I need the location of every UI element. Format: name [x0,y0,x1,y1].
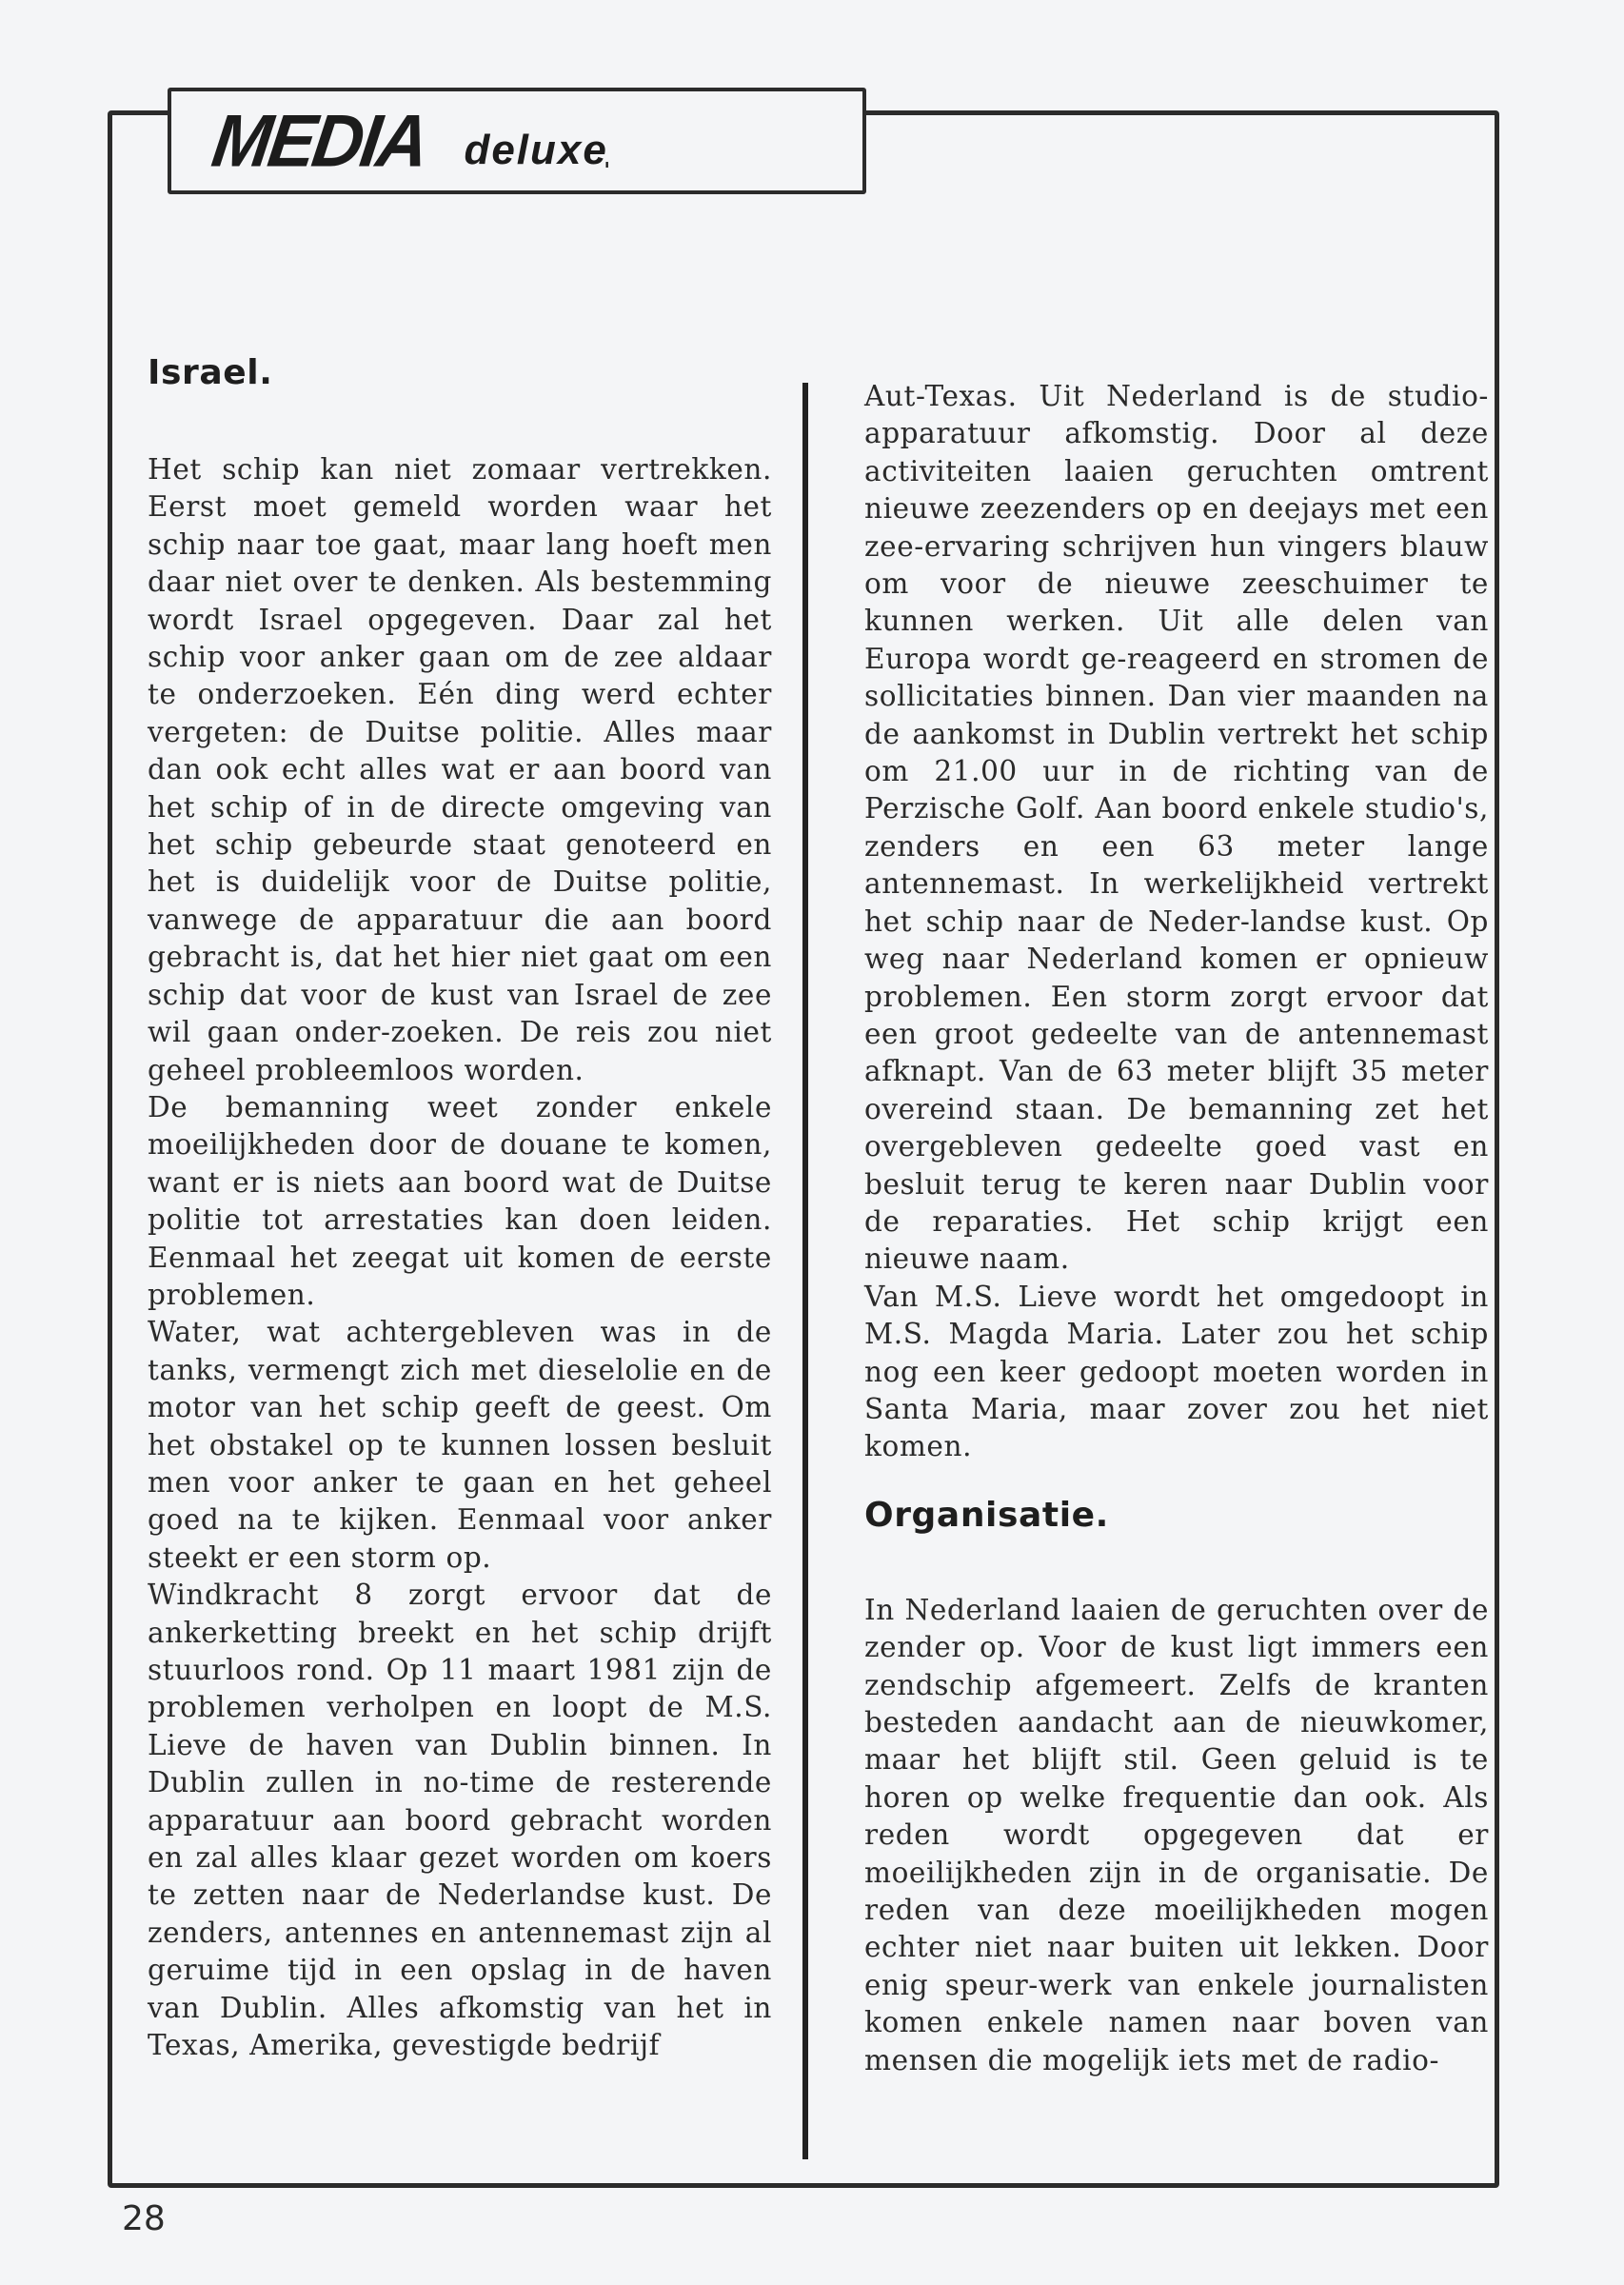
magazine-logo [168,88,866,194]
page-number: 28 [122,2199,166,2238]
paragraph: De bemanning weet zonder enkele moeilijkheden door de douane te komen, want er is niets aan boord wat de Duitse politie tot arrestaties kan doen leiden. Eenmaal het zeegat uit komen de eerste problemen. [148,1090,772,1311]
paragraph: Aut-Texas. Uit Nederland is de studio-apparatuur afkomstig. Door al deze activiteiten laaien geruchten omtrent nieuwe zeezenders op en deejays met een zee-ervaring schrijven hun vingers blauw om voor de nieuwe zeeschuimer te kunnen werken. Uit alle delen van Europa wordt ge-reageerd en stromen de sollicitaties binnen. Dan vier maanden na de aankomst in Dublin vertrekt het schip om 21.00 uur in de richting van de Perzische Golf. Aan boord enkele studio's, zenders en een 63 meter lange antennemast. In werkelijkheid vertrekt het schip naar de Neder-landse kust. Op weg naar Nederland komen er opnieuw problemen. Een storm zorgt ervoor dat een groot gedeelte van de antennemast afknapt. Van de 63 meter blijft 35 meter overeind staan. De bemanning zet het overgebleven gedeelte goed vast en besluit terug te keren naar Dublin voor de reparaties. Het schip krijgt een nieuwe naam. [864,380,1489,1276]
logo-sub-text: deluxe [464,127,608,173]
section-heading-israel: Israel. [148,353,273,392]
paragraph: Water, wat achtergebleven was in de tanks, vermengt zich met dieselolie en de motor van het schip geeft de geest. Om het obstakel op te kunnen lossen besluit men voor anker te gaan en het geheel goed na te kijken. Eenmaal voor anker steekt er een storm op. [148,1316,772,1574]
column-divider [802,383,808,2159]
paragraph: In Nederland laaien de geruchten over de zender op. Voor de kust ligt immers een zendschip afgemeert. Zelfs de kranten besteden aandacht aan de nieuwkomer, maar het blijft stil. Geen geluid is te horen op welke frequentie dan ook. Als reden wordt opgegeven dat er moeilijkheden zijn in de organisatie. De reden van deze moeilijkheden mogen echter niet naar buiten uit lekken. Door enig speur-werk van enkele journalisten komen enkele namen naar boven van mensen die mogelijk iets met de radio- [864,1593,1489,2076]
paragraph: Van M.S. Lieve wordt het omgedoopt in M.S. Magda Maria. Later zou het schip nog een keer gedoopt moeten worden in Santa Maria, maar zover zou het niet komen. [864,1280,1489,1463]
paragraph: Windkracht 8 zorgt ervoor dat de ankerketting breekt en het schip drijft stuurloos rond. Op 11 maart 1981 zijn de problemen verholpen en loopt de M.S. Lieve de haven van Dublin binnen. In Dublin zullen in no-time de resterende apparatuur aan boord gebracht worden en zal alles klaar gezet worden om koers te zetten naar de Nederlandse kust. De zenders, antennes en antennemast zijn al geruime tijd in een opslag in de haven van Dublin. Alles afkomstig van het in Texas, Amerika, gevestigde bedrijf [148,1579,772,2062]
section-heading-organisatie: Organisatie. [864,1495,1109,1535]
logo-main-text: MEDIA [207,98,432,183]
left-column [148,352,772,2064]
paragraph: Het schip kan niet zomaar vertrekken. Eerst moet gemeld worden waar het schip naar toe gaat, maar lang hoeft men daar niet over te denken. Als bestemming wordt Israel opgegeven. Daar zal het schip voor anker gaan om de zee aldaar te onderzoeken. Eén ding werd echter vergeten: de Duitse politie. Alles maar dan ook echt alles wat er aan boord van het schip of in de directe omgeving van het schip gebeurde staat genoteerd en het is duidelijk voor de Duitse politie, vanwege de apparatuur die aan boord gebracht is, dat het hier niet gaat om een schip dat voor de kust van Israel de zee wil gaan onder-zoeken. De reis zou niet geheel probleemloos worden. [148,453,772,1086]
right-column [864,378,1489,2079]
